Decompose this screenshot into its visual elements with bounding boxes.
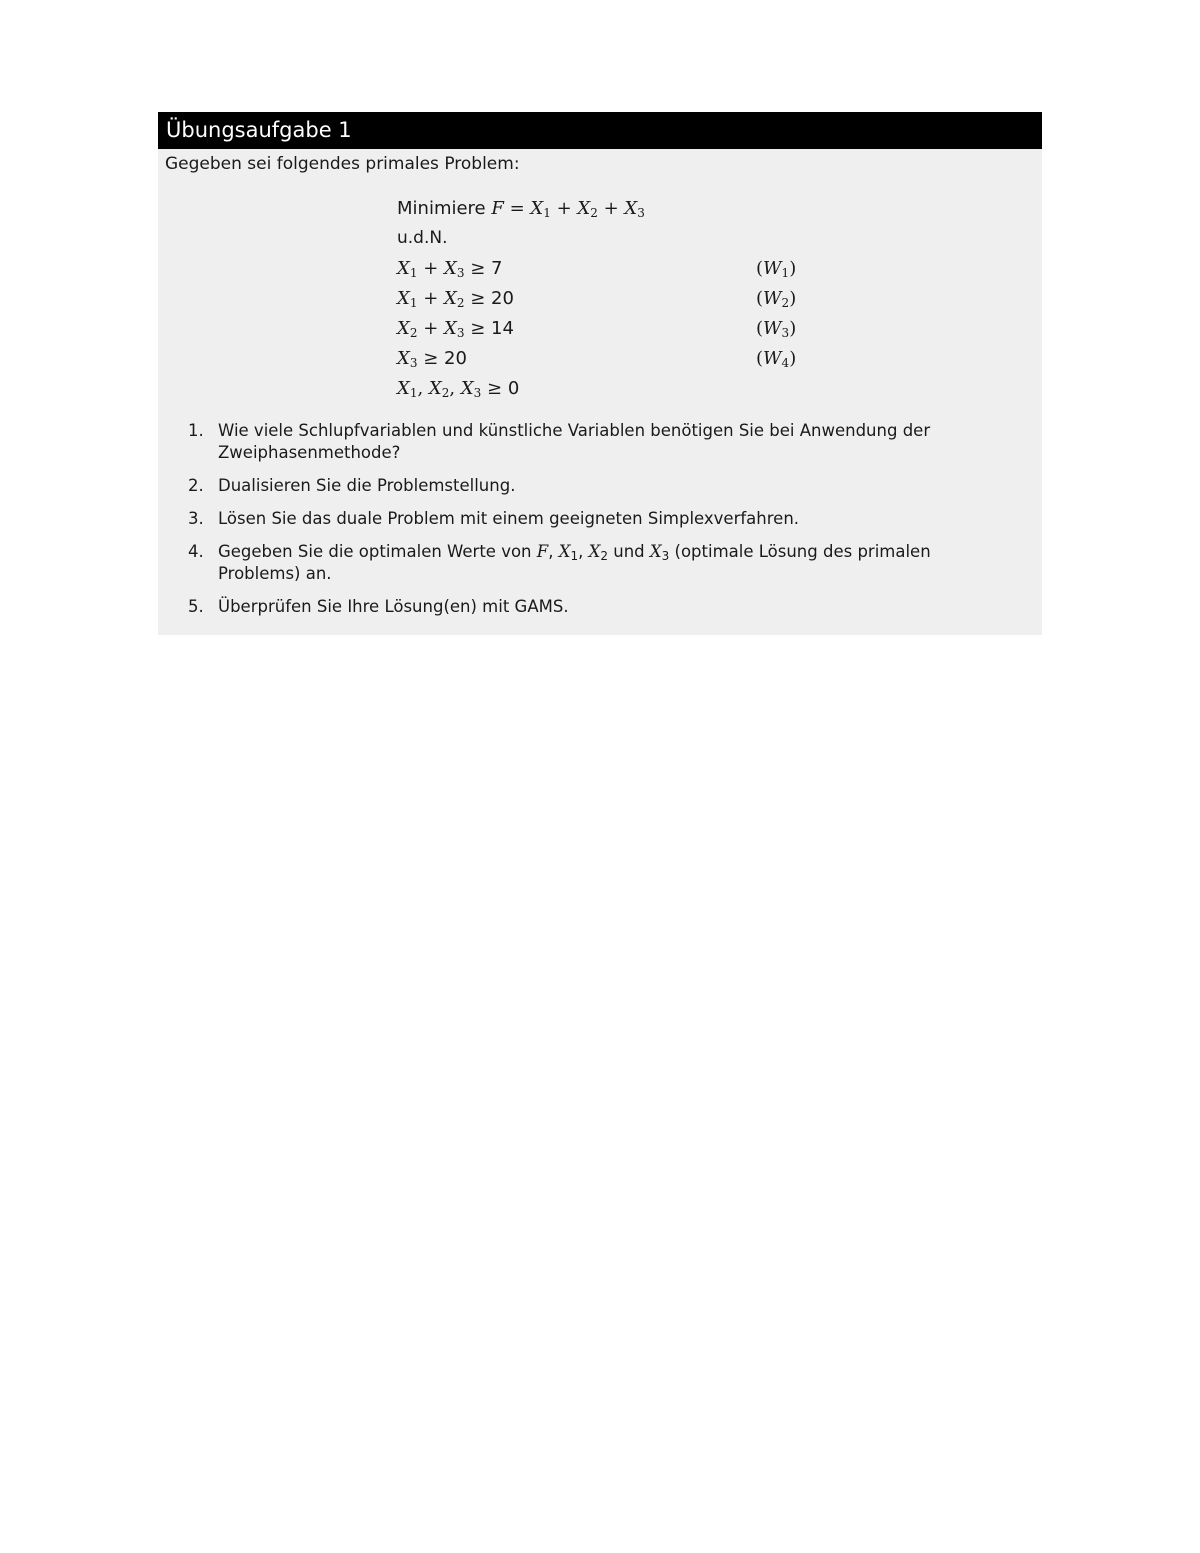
task-number: 1. (188, 421, 204, 440)
task-number: 5. (188, 597, 204, 616)
task-text: Dualisieren Sie die Problemstellung. (218, 476, 516, 495)
constraint-row: $X_1 + X_3 \ge 7$ (397, 258, 503, 280)
task-text: Überprüfen Sie Ihre Lösung(en) mit GAMS. (218, 597, 569, 616)
constraint-label: $(W_2)$ (756, 288, 797, 310)
objective-row (397, 198, 645, 219)
exercise-box (158, 112, 1042, 635)
nonnegativity-row: $X_1$, $X_2$, $X_3 \ge 0$ (397, 378, 520, 400)
list-item (188, 508, 988, 530)
task-number: 2. (188, 476, 204, 495)
list-item (188, 420, 988, 464)
task-text: Gegeben Sie die optimalen Werte von F, $X_1$, $X_2$ und $X_3$ (optimale Lösung des primalen Problems) an. (218, 542, 931, 583)
task-number: 4. (188, 542, 204, 561)
task-text: Wie viele Schlupfvariablen und künstliche Variablen benötigen Sie bei Anwendung der Zweiphasenmethode? (218, 421, 931, 462)
constraint-label: $(W_4)$ (756, 348, 797, 370)
constraint-row: $X_1 + X_2 \ge 20$ (397, 288, 514, 310)
list-item (188, 596, 988, 618)
objective-formula: $F = X_1 + X_2 + X_3$ (491, 198, 645, 220)
objective-prefix: Minimiere (397, 198, 486, 219)
subject-to-label: u.d.N. (397, 228, 448, 248)
task-number: 3. (188, 509, 204, 528)
task-text: Lösen Sie das duale Problem mit einem geeigneten Simplexverfahren. (218, 509, 800, 528)
list-item (188, 475, 988, 497)
intro-text: Gegeben sei folgendes primales Problem: (165, 154, 520, 174)
constraint-row: $X_2 + X_3 \ge 14$ (397, 318, 514, 340)
task-list (188, 420, 988, 629)
constraint-row: $X_3 \ge 20$ (397, 348, 467, 370)
exercise-title: Übungsaufgabe 1 (158, 112, 1042, 149)
constraint-label: $(W_3)$ (756, 318, 797, 340)
constraint-label: $(W_1)$ (756, 258, 797, 280)
list-item (188, 541, 988, 585)
